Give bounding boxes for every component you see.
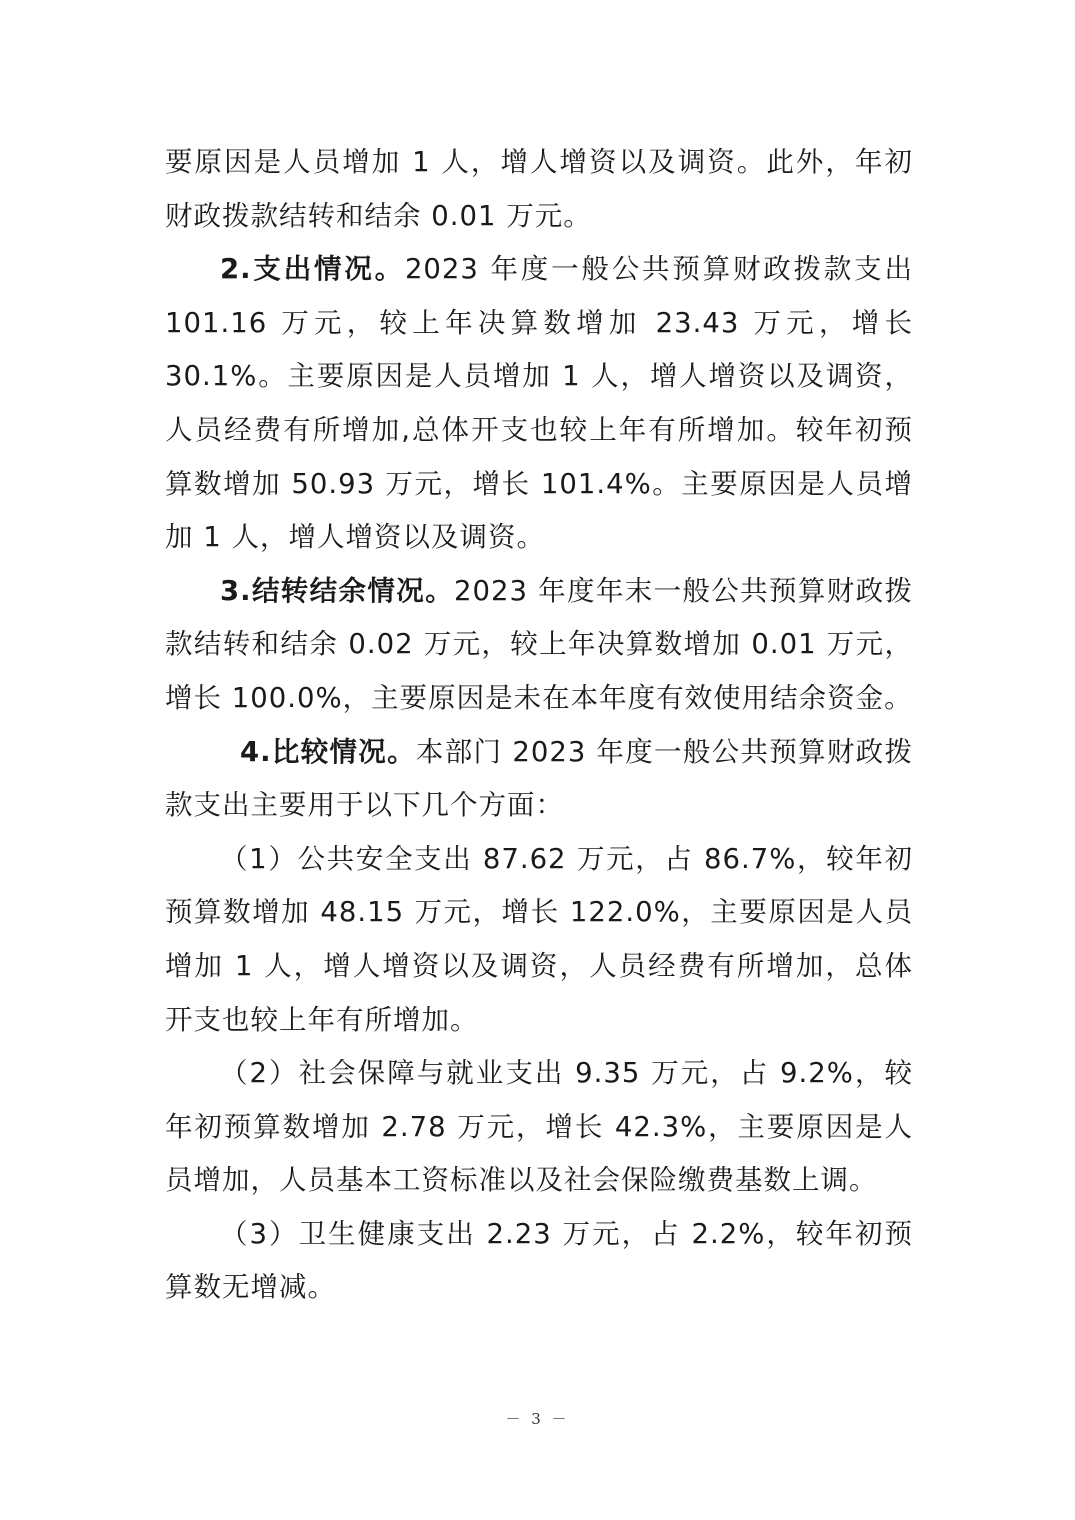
section-heading: 2.支出情况。 (220, 253, 405, 286)
section-heading: 3.结转结余情况。 (220, 574, 455, 607)
paragraph-carryover (165, 136, 913, 243)
paragraph-text: 要原因是人员增加 1 人，增人增资以及调资。此外，年初财政拨款结转和结余 0.01 万元。 (165, 146, 913, 232)
paragraph-item-social-security (165, 1047, 913, 1208)
paragraph-text: 本部门 2023 年度一般公共预算财政拨款支出主要用于以下几个方面： (165, 735, 913, 822)
paragraph-item-health (165, 1208, 913, 1315)
paragraph-text: 2023 年度一般公共预算财政拨款支出 101.16 万元，较上年决算数增加 23.43 万元，增长 30.1%。主要原因是人员增加 1 人，增人增资以及调资，人员经费有所增加,总体开支也较上年有所增加。较年初预算数增加 50.93 万元，增长 101.4%。主要原因是人员增加 1 人，增人增资以及调资。 (165, 253, 913, 554)
paragraph-comparison (165, 726, 913, 833)
paragraph-text: （2）社会保障与就业支出 9.35 万元，占 9.2%，较年初预算数增加 2.78 万元，增长 42.3%，主要原因是人员增加，人员基本工资标准以及社会保险缴费基数上调。 (165, 1057, 913, 1197)
section-heading: 4.比较情况。 (240, 735, 416, 768)
paragraph-text: （3）卫生健康支出 2.23 万元，占 2.2%，较年初预算数无增减。 (165, 1217, 913, 1304)
paragraph-expenditure (165, 243, 913, 565)
document-page (165, 136, 913, 1315)
page-number: － 3 － (505, 1410, 570, 1428)
paragraph-text: （1）公共安全支出 87.62 万元，占 86.7%，较年初预算数增加 48.15 万元，增长 122.0%，主要原因是人员增加 1 人，增人增资以及调资，人员经费有所增加，总体开支也较上年有所增加。 (165, 842, 913, 1036)
paragraph-carryover-balance (165, 565, 913, 726)
paragraph-item-public-security (165, 833, 913, 1047)
paragraph-text: 2023 年度年末一般公共预算财政拨款结转和结余 0.02 万元，较上年决算数增加 0.01 万元，增长 100.0%，主要原因是未在本年度有效使用结余资金。 (165, 574, 913, 714)
